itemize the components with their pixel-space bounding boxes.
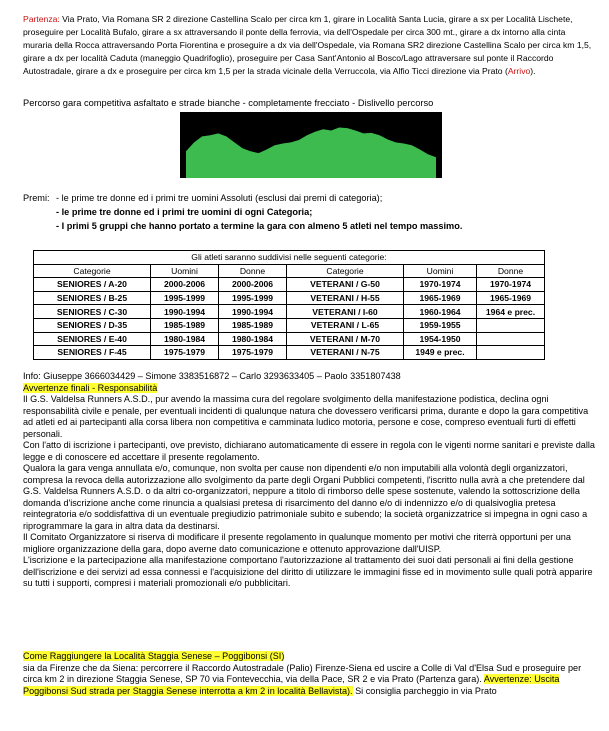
cell <box>477 332 545 346</box>
cell: VETERANI / M-70 <box>287 332 404 346</box>
header-uomini: Uomini <box>151 264 219 278</box>
cell: 1949 e prec. <box>404 346 477 360</box>
cell: 1990-1994 <box>151 305 219 319</box>
cell: 1980-1984 <box>219 332 287 346</box>
cell: 1995-1999 <box>151 291 219 305</box>
come-raggiungere-section <box>23 651 595 697</box>
cell: VETERANI / H-55 <box>287 291 404 305</box>
info-section <box>23 371 595 590</box>
cell: 1954-1950 <box>404 332 477 346</box>
premi-label: Premi: <box>23 193 50 203</box>
avvertenze-title: Avvertenze finali - Responsabilità <box>23 382 158 393</box>
avvertenze-paragraph: Qualora la gara venga annullata e/o, comunque, non svolta per cause non dipendenti e/o non imputabili alla volontà degli organizzatori, compresa la revoca della autorizzazione allo svolgimento da parte degli Organi Pubblici competenti, l'iscritto nulla avrà a che pretendere dal G.S. Valdelsa Runners A.S.D. o da altri co-organizzatori, neppure a titolo di rimborso delle spese sostenute, valendo la sottoscrizione della domanda d'iscrizione anche come rinuncia a qualsiasi pretesa di risarcimento del danno e/o di indennizzo e/o di qualsivoglia pretesa reintegratoria e/o soddisfattiva di un eventuale pregiudizio patrimoniale subito e subendo; la società organizzatrice si impegna in ogni caso a riprogrammare la gara in altra data da destinarsi. <box>23 463 588 531</box>
cell: 1985-1989 <box>151 318 219 332</box>
premi-line-1: - le prime tre donne ed i primi tre uomini Assoluti (esclusi dai premi di categoria); <box>56 193 383 203</box>
elevation-profile-image <box>180 112 442 178</box>
premi-section <box>23 191 462 233</box>
cell: 2000-2006 <box>151 278 219 292</box>
cell <box>477 318 545 332</box>
cell: 1970-1974 <box>477 278 545 292</box>
table-header-row <box>34 264 545 278</box>
partenza-end: ). <box>530 66 536 76</box>
cell: 1965-1969 <box>477 291 545 305</box>
cell: 1960-1964 <box>404 305 477 319</box>
cell: 1964 e prec. <box>477 305 545 319</box>
cell: 1985-1989 <box>219 318 287 332</box>
table-row <box>34 291 545 305</box>
cell: 1975-1979 <box>151 346 219 360</box>
cell <box>477 346 545 360</box>
come-text: sia da Firenze che da Siena: percorrere il Raccordo Autostradale (Palio) Firenze-Siena ed uscire a Colle di Val d'Elsa Sud e proseguire per circa km 2 in direzione Staggia Senese, SP 70 via Fontevecchia, via della Pace, SR 2 e via Prato (Partenza gara). <box>23 662 582 684</box>
premi-line-3: - I primi 5 gruppi che hanno portato a termine la gara con almeno 5 atleti nel tempo massimo. <box>56 221 463 231</box>
table-row <box>34 278 545 292</box>
table-row <box>34 346 545 360</box>
partenza-text: Via Prato, Via Romana SR 2 direzione Castellina Scalo per circa km 1, girare in Località Santa Lucia, girare a sx per Località Lischete, proseguire per Località Bufalo, girare a sx attraversando il ponte della ferrovia, via dell'Ospedale per circa 300 mt., girare a dx intorno alla cinta muraria della Rocca attraversando Porta Fiorentina e proseguire a dx via dell'Ospedale, via Romana SR2 direzione Castellina Scalo per circa km 1,5, girare a dx per località Caduta (maneggio Quadrifoglio), proseguire per Casa Sant'Antonio al Bosco/Lago attraversare sul ponte il Raccordo Autostradale, girare a dx e proseguire per circa km 1,5 per la strada vicinale della Verruccola, via Alfio Ticci direzione via Prato ( <box>23 14 592 76</box>
cell: 1970-1974 <box>404 278 477 292</box>
avvertenze-paragraph: Il Comitato Organizzatore si riserva di modificare il presente regolamento in qualunque momento per motivi che riterrà opportuni per una migliore organizzazione della gara, dopo averne dato comunicazione e ottenuto approvazione dall'UISP. <box>23 532 571 554</box>
cell: 2000-2006 <box>219 278 287 292</box>
cell: VETERANI / N-75 <box>287 346 404 360</box>
partenza-label: Partenza: <box>23 14 60 24</box>
avvertenze-paragraph: L'iscrizione e la partecipazione alla manifestazione comportano l'autorizzazione al trattamento dei suoi dati personali ai fini della gestione dell'iscrizione e dei servizi ad essa connessi e l'acquisizione del diritto di utilizzare le immagini fisse ed in movimento sulle quali potrà apparire su tutti i supporti, compresi i materiali promozionali e/o pubblicitari. <box>23 555 593 588</box>
arrivo-label: Arrivo <box>507 66 531 76</box>
percorso-title: Percorso gara competitiva asfaltato e strade bianche - completamente frecciato - Dislivello percorso <box>23 98 434 108</box>
cell: SENIORES / E-40 <box>34 332 151 346</box>
cell: SENIORES / F-45 <box>34 346 151 360</box>
header-categorie: Categorie <box>34 264 151 278</box>
cell: SENIORES / D-35 <box>34 318 151 332</box>
cell: SENIORES / A-20 <box>34 278 151 292</box>
header-donne: Donne <box>219 264 287 278</box>
cell: SENIORES / C-30 <box>34 305 151 319</box>
come-warning: Avvertenze: Uscita Poggibonsi Sud strada per Staggia Senese interrotta a km 2 in località Bellavista). <box>23 674 560 696</box>
avvertenze-paragraph: Con l'atto di iscrizione i partecipanti, ove previsto, dichiarano automaticamente di essere in regola con le vigenti norme sanitari e previste dalla legge e di conoscere ed accettare il presente regolamento. <box>23 440 595 462</box>
table-row <box>34 305 545 319</box>
cell: 1959-1955 <box>404 318 477 332</box>
come-title: Come Raggiungere la Località Staggia Senese – Poggibonsi (SI) <box>23 651 285 661</box>
cell: 1995-1999 <box>219 291 287 305</box>
cell: 1980-1984 <box>151 332 219 346</box>
premi-line-2: - le prime tre donne ed i primi tre uomini di ogni Categoria; <box>56 207 313 217</box>
header-uomini-2: Uomini <box>404 264 477 278</box>
table-row <box>34 318 545 332</box>
partenza-paragraph <box>23 13 595 78</box>
header-donne-2: Donne <box>477 264 545 278</box>
table-caption: Gli atleti saranno suddivisi nelle seguenti categorie: <box>34 251 545 265</box>
cell: 1990-1994 <box>219 305 287 319</box>
cell: 1965-1969 <box>404 291 477 305</box>
cell: SENIORES / B-25 <box>34 291 151 305</box>
elevation-profile-area <box>186 128 436 179</box>
categories-table <box>33 250 545 360</box>
info-contacts: Info: Giuseppe 3666034429 – Simone 3383516872 – Carlo 3293633405 – Paolo 3351807438 <box>23 371 401 381</box>
avvertenze-paragraph: Il G.S. Valdelsa Runners A.S.D., pur avendo la massima cura del regolare svolgimento della manifestazione podistica, declina ogni responsabilità civile e penale, per eventuali incidenti di qualunque natura che dovessero verificarsi prima, durante e dopo la gara competitiva ad atleti ed ai partecipanti alla corsa libera non competitiva e camminata ludico motoria, persone e cose, compreso eventuali furti di effetti personali. <box>23 394 589 439</box>
cell: 1975-1979 <box>219 346 287 360</box>
cell: VETERANI / I-60 <box>287 305 404 319</box>
table-row <box>34 332 545 346</box>
cell: VETERANI / L-65 <box>287 318 404 332</box>
come-end: Si consiglia parcheggio in via Prato <box>352 685 497 696</box>
cell: VETERANI / G-50 <box>287 278 404 292</box>
header-categorie-2: Categorie <box>287 264 404 278</box>
